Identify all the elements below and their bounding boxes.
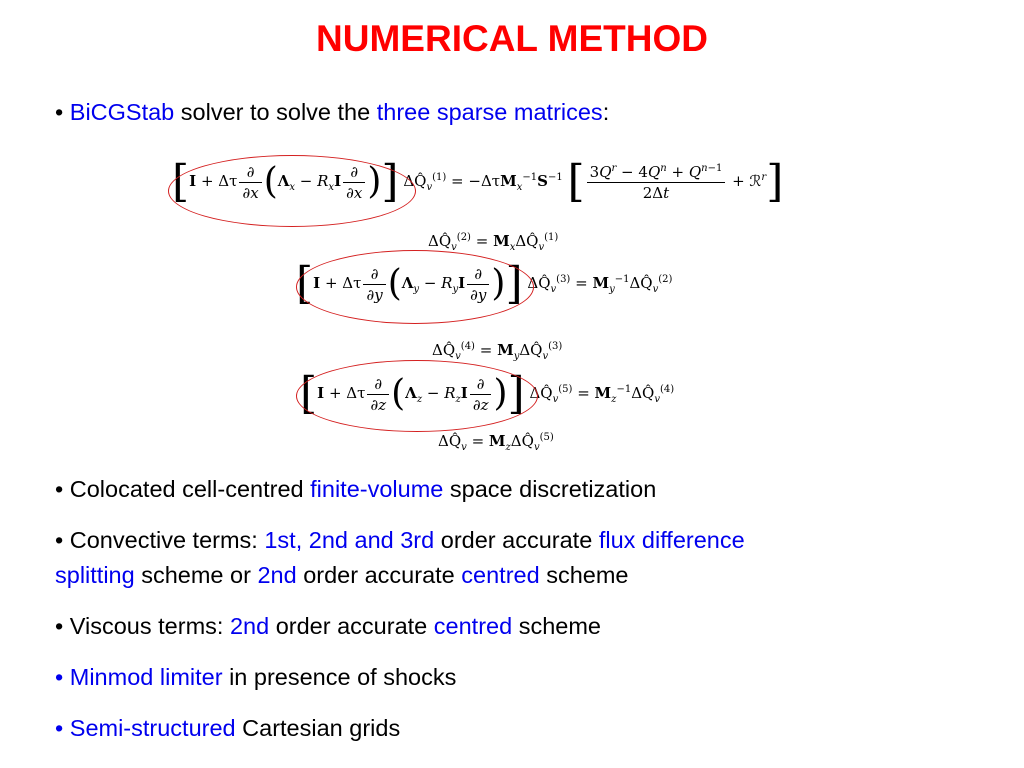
highlight: finite-volume <box>310 476 444 502</box>
text: space discretization <box>443 476 657 502</box>
equation-2: $\Delta Q̂_v^{(2)}$ = $M_x\Delta Q̂_v^{(1)}$ <box>428 232 559 253</box>
highlight: Minmod limiter <box>69 664 223 690</box>
text: in presence of shocks <box>222 664 457 690</box>
bullet-item-4 <box>55 663 456 691</box>
intro-highlight-matrices: three sparse matrices <box>376 99 603 125</box>
highlight-oval-y <box>296 250 534 324</box>
text: scheme <box>539 562 629 588</box>
highlight: 2nd <box>257 562 297 588</box>
highlight-oval-z <box>296 360 538 432</box>
equation-3: [I + Δτ $\frac{\partial}{\partial y}$ ($\Lambda_y - R_yI$ $\frac{\partial}{\partial y}$ )] $\Delta Q̂_v^{(3)}$ = $M_y^{-1}\Delta Q̂_v^{(2)}$ <box>296 258 673 309</box>
text: Cartesian grids <box>235 715 401 741</box>
bullet-item-1 <box>55 475 656 503</box>
equation-6: $\Delta Q̂_v$ = $M_z\Delta Q̂_v^{(5)}$ <box>438 432 554 453</box>
intro-line <box>55 98 609 126</box>
text: order accurate <box>434 527 599 553</box>
bullet-item-5 <box>55 714 400 742</box>
text: order accurate <box>269 613 434 639</box>
bullet: • <box>55 99 64 125</box>
equation-4: $\Delta Q̂_v^{(4)}$ = $M_y\Delta Q̂_v^{(3)}$ <box>432 341 563 362</box>
bullet-item-3 <box>55 612 601 640</box>
page-title: NUMERICAL METHOD <box>316 18 708 59</box>
bullet: • <box>55 715 70 741</box>
intro-highlight-bicgstab: BiCGStab <box>69 99 175 125</box>
equation-5: [I + Δτ $\frac{\partial}{\partial z}$ ($\Lambda_z - R_zI$ $\frac{\partial}{\partial z}$ )] $\Delta Q̂_v^{(5)}$ = $M_z^{-1}\Delta Q̂_v^{(4)}$ <box>300 368 675 419</box>
text: Viscous terms: <box>69 613 230 639</box>
intro-text: solver to solve the <box>174 99 377 125</box>
text: Convective terms: <box>69 527 265 553</box>
highlight: centred <box>433 613 513 639</box>
highlight: flux difference <box>598 527 745 553</box>
text: scheme or <box>134 562 258 588</box>
highlight: centred <box>461 562 540 588</box>
bullet: • <box>55 476 70 502</box>
highlight: Semi-structured <box>69 715 236 741</box>
text: Colocated cell-centred <box>69 476 311 502</box>
bullet: • <box>55 664 70 690</box>
text: order accurate <box>296 562 462 588</box>
bullet: • <box>55 613 70 639</box>
bullet-item-2 <box>55 526 745 554</box>
highlight: splitting <box>55 562 135 588</box>
bullet-item-2-continued <box>55 561 629 589</box>
intro-colon: : <box>602 99 610 125</box>
highlight: 1st, 2nd and 3rd <box>264 527 435 553</box>
equation-1: [I + Δτ $\frac{\partial}{\partial x}$ ($\Lambda_x - R_xI$ $\frac{\partial}{\partial x}$ )] $\Delta Q̂_v^{(1)} = -\Delta\tau M_x^{-1}S^{-1}$ [ $\frac{3Q^r - 4Q^n + Q^{n-1}}{2\Delta t}$ + ℛ$^r$] <box>172 156 784 207</box>
text: scheme <box>512 613 601 639</box>
highlight: 2nd <box>229 613 270 639</box>
highlight-oval-x <box>168 155 416 227</box>
bullet: • <box>55 527 70 553</box>
